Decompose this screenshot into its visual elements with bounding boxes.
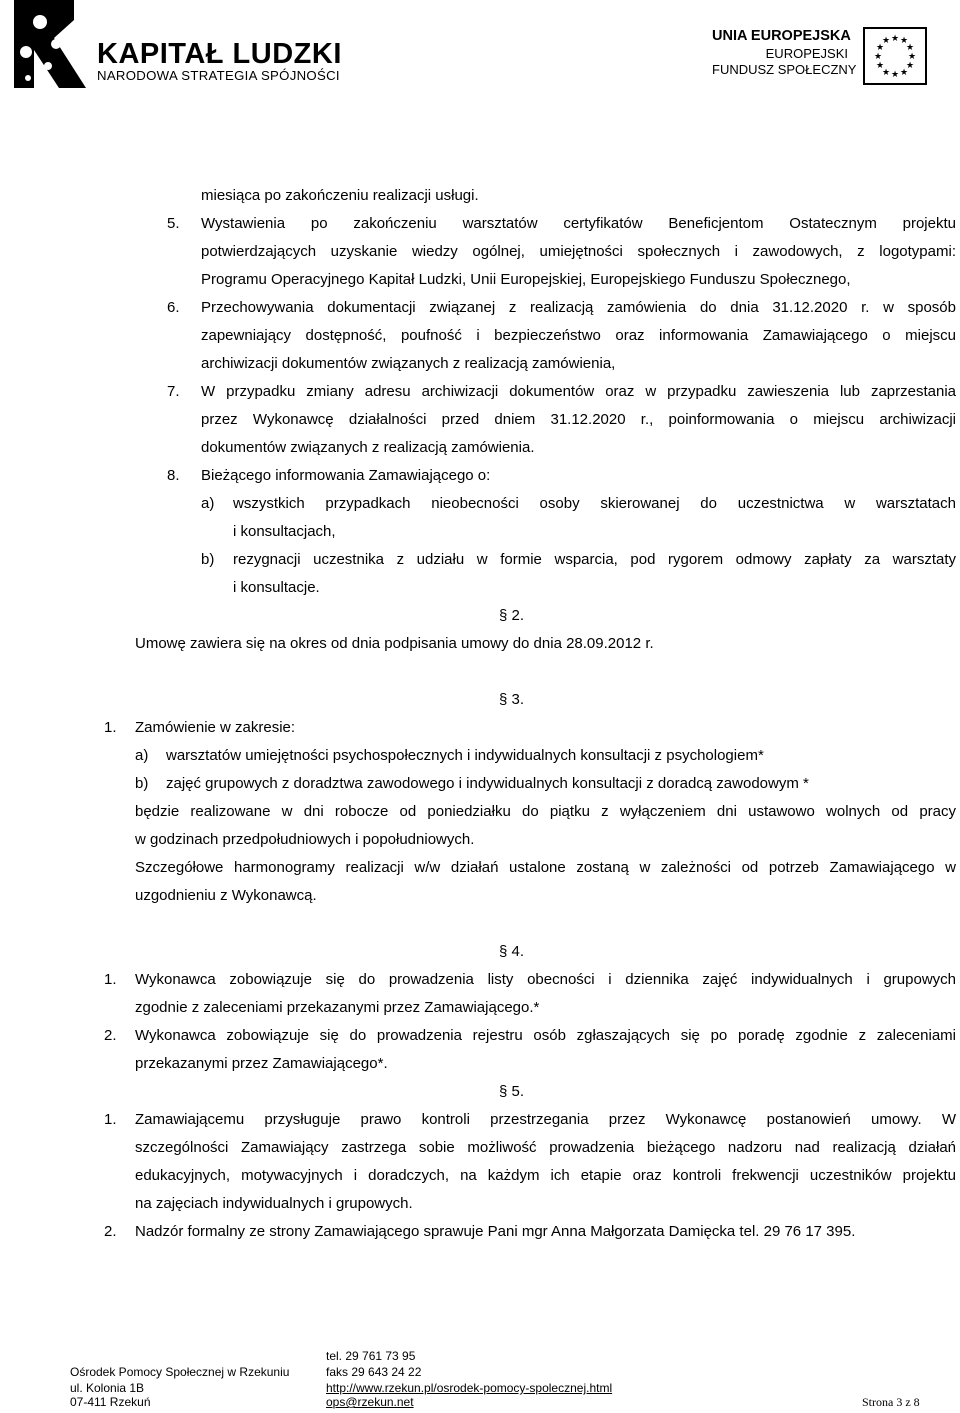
text-line: miesiąca po zakończeniu realizacji usługi. xyxy=(201,187,479,204)
text-line: potwierdzających uzyskanie wiedzy ogólnej, umiejętności społecznych i zawodowych, z logotypami: xyxy=(201,243,956,260)
text-line: Wystawienia po zakończeniu warsztatów certyfikatów Beneficjentom Ostatecznym projektu xyxy=(201,215,956,232)
text-line: Umowę zawiera się na okres od dnia podpisania umowy do dnia 28.09.2012 r. xyxy=(135,635,654,652)
eu-flag-icon xyxy=(863,27,927,85)
page-number: Strona 3 z 8 xyxy=(862,1395,920,1409)
text-line: uzgodnieniu z Wykonawcą. xyxy=(135,887,317,904)
footer-fax: faks 29 643 24 22 xyxy=(326,1365,422,1379)
kapital-ludzki-title: KAPITAŁ LUDZKI xyxy=(97,38,342,70)
item-number: 2. xyxy=(104,1027,117,1044)
kapital-ludzki-subtitle: NARODOWA STRATEGIA SPÓJNOŚCI xyxy=(97,68,340,83)
item-number: 1. xyxy=(104,1111,117,1128)
text-line: archiwizacji dokumentów związanych z realizacją zamówienia, xyxy=(201,355,616,372)
footer-email-link[interactable]: ops@rzekun.net xyxy=(326,1395,414,1409)
text-line: Programu Operacyjnego Kapitał Ludzki, Unii Europejskiej, Europejskiego Funduszu Społecznego, xyxy=(201,271,851,288)
ue-title: UNIA EUROPEJSKA xyxy=(712,28,851,44)
svg-text:★: ★ xyxy=(890,70,900,80)
kapital-ludzki-emblem-icon xyxy=(4,0,94,90)
text-line: szczególności Zamawiający zastrzega sobie możliwość prowadzenia bieżącego nadzoru nad realizacją działań xyxy=(135,1139,956,1156)
text-line: przekazanymi przez Zamawiającego*. xyxy=(135,1055,388,1072)
text-line: Szczegółowe harmonogramy realizacji w/w działań ustalone zostaną w zależności od potrzeb Zamawiającego w xyxy=(135,859,956,876)
section-heading: § 2. xyxy=(499,607,525,624)
text-line: będzie realizowane w dni robocze od poniedziałku do piątku z wyłączeniem dni ustawowo wolnych od pracy xyxy=(135,803,956,820)
text-line: przez Wykonawcę działalności przed dniem 31.12.2020 r., poinformowania o miejscu archiwizacji xyxy=(201,411,956,428)
svg-text:★: ★ xyxy=(907,52,917,62)
text-line: W przypadku zmiany adresu archiwizacji dokumentów oraz w przypadku zawieszenia lub zaprzestania xyxy=(201,383,956,400)
footer-org-name: Ośrodek Pomocy Społecznej w Rzekuniu xyxy=(70,1365,290,1379)
item-letter: a) xyxy=(135,747,149,764)
text-line: Przechowywania dokumentacji związanej z realizacją zamówienia do dnia 31.12.2020 r. w sposób xyxy=(201,299,956,316)
text-line: na zajęciach indywidualnych i grupowych. xyxy=(135,1195,413,1212)
footer-website-link[interactable]: http://www.rzekun.pl/osrodek-pomocy-spolecznej.html xyxy=(326,1381,613,1395)
section-heading: § 5. xyxy=(499,1083,525,1100)
svg-text:★: ★ xyxy=(899,68,909,78)
item-number: 5. xyxy=(167,215,180,232)
svg-text:★: ★ xyxy=(875,43,885,53)
ue-subtitle-1: EUROPEJSKI xyxy=(765,46,848,61)
item-number: 2. xyxy=(104,1223,117,1240)
text-line: Bieżącego informowania Zamawiającego o: xyxy=(201,467,491,484)
item-number: 1. xyxy=(104,719,117,736)
item-number: 7. xyxy=(167,383,180,400)
footer-street: ul. Kolonia 1B xyxy=(70,1381,145,1395)
text-line: i konsultacjach, xyxy=(233,523,336,540)
ue-subtitle-2: FUNDUSZ SPOŁECZNY xyxy=(712,62,857,77)
svg-text:★: ★ xyxy=(875,61,885,71)
section-heading: § 3. xyxy=(499,691,525,708)
text-line: Zamówienie w zakresie: xyxy=(135,719,296,736)
text-line: Wykonawca zobowiązuje się do prowadzenia listy obecności i dziennika zajęć indywidualnych i grupowych xyxy=(135,971,956,988)
text-line: edukacyjnych, motywacyjnych i doradczych, na każdym ich etapie oraz kontroli frekwencji uczestników projektu xyxy=(135,1167,956,1184)
item-letter: b) xyxy=(135,775,149,792)
text-line: wszystkich przypadkach nieobecności osoby skierowanej do uczestnictwa w warsztatach xyxy=(233,495,956,512)
text-line: zgodnie z zaleceniami przekazanymi przez Zamawiającego.* xyxy=(135,999,540,1016)
text-line: dokumentów związanych z realizacją zamówienia. xyxy=(201,439,535,456)
footer-phone: tel. 29 761 73 95 xyxy=(326,1349,416,1363)
svg-text:★: ★ xyxy=(905,61,915,71)
svg-text:★: ★ xyxy=(890,34,900,44)
item-number: 8. xyxy=(167,467,180,484)
text-line: warsztatów umiejętności psychospołecznych i indywidualnych konsultacji z psychologiem* xyxy=(166,747,764,764)
text-line: w godzinach przedpołudniowych i popołudniowych. xyxy=(135,831,475,848)
text-line: Zamawiającemu przysługuje prawo kontroli przestrzegania przez Wykonawcę postanowień umowy. W xyxy=(135,1111,956,1128)
footer-city: 07-411 Rzekuń xyxy=(70,1395,151,1409)
svg-text:★: ★ xyxy=(881,36,891,46)
text-line: i konsultacje. xyxy=(233,579,320,596)
text-line: Wykonawca zobowiązuje się do prowadzenia rejestru osób zgłaszających się po poradę zgodnie z zaleceniami xyxy=(135,1027,956,1044)
item-number: 1. xyxy=(104,971,117,988)
text-line: Nadzór formalny ze strony Zamawiającego sprawuje Pani mgr Anna Małgorzata Damięcka tel. 29 76 17 395. xyxy=(135,1223,856,1240)
svg-text:★: ★ xyxy=(905,43,915,53)
text-line: rezygnacji uczestnika z udziału w formie wsparcia, pod rygorem odmowy zapłaty za warsztaty xyxy=(233,551,956,568)
item-letter: a) xyxy=(201,495,215,512)
text-line: zajęć grupowych z doradztwa zawodowego i indywidualnych konsultacji z doradcą zawodowym * xyxy=(166,775,809,792)
item-letter: b) xyxy=(201,551,215,568)
svg-text:★: ★ xyxy=(873,52,883,62)
text-line: zapewniający dostępność, poufność i bezpieczeństwo oraz informowania Zamawiającego o miejscu xyxy=(201,327,956,344)
svg-text:★: ★ xyxy=(899,36,909,46)
svg-text:★: ★ xyxy=(881,68,891,78)
section-heading: § 4. xyxy=(499,943,525,960)
item-number: 6. xyxy=(167,299,180,316)
